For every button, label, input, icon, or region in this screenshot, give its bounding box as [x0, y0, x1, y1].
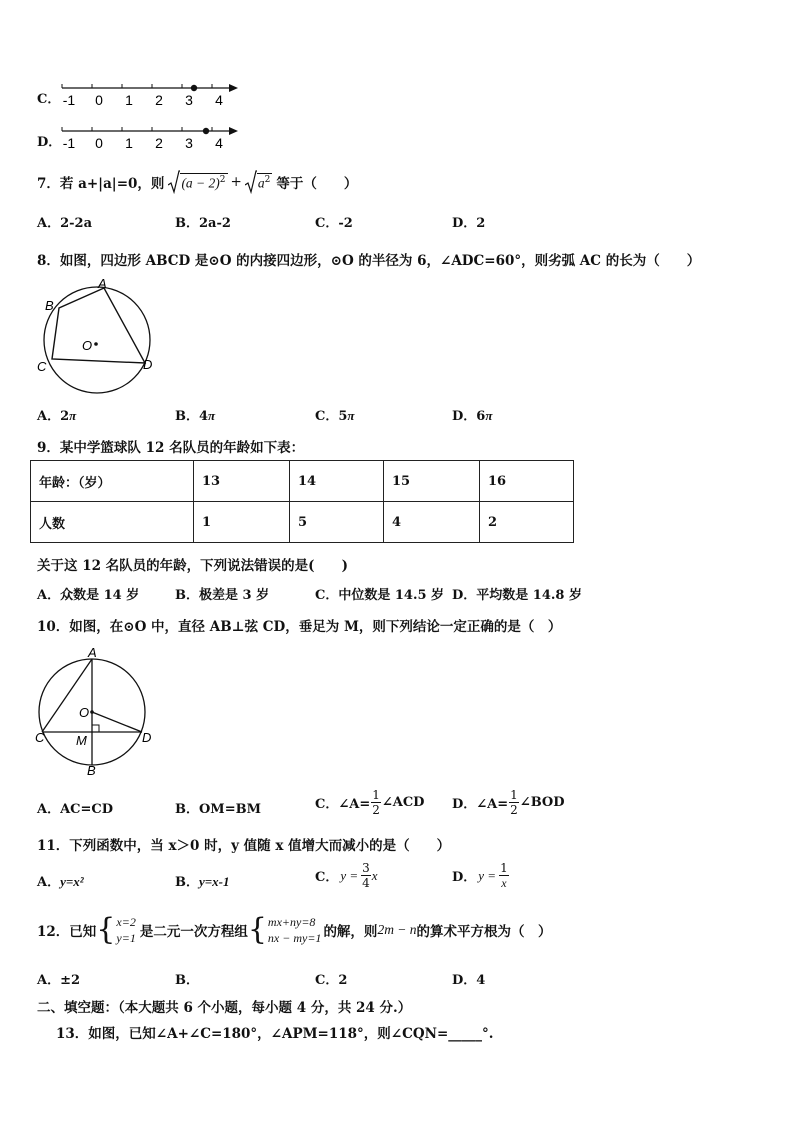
q8-label-c: C [37, 359, 47, 374]
tick-label: 0 [95, 92, 103, 108]
tick-label: -1 [62, 135, 76, 151]
q9-option-d[interactable]: D．平均数是 14.8 岁 [452, 588, 582, 603]
q10-option-b[interactable]: B．OM=BM [175, 802, 261, 817]
question-7: 7．若 a+|a|=0，则 $(a - 2)^2$ + $a^2$ 等于（ ） [37, 170, 357, 194]
q12-option-c[interactable]: C．2 [315, 973, 348, 988]
tick-label: 2 [155, 135, 163, 151]
option-c-label: C． [37, 92, 61, 107]
q9-question: 关于这 12 名队员的年龄，下列说法错误的是( ) [37, 558, 348, 574]
q10-option-a[interactable]: A．AC=CD [37, 802, 114, 817]
table-cell: 4 [384, 502, 480, 543]
tick-label: 1 [125, 92, 133, 108]
fraction: $\frac{1}{2}$ [372, 788, 380, 817]
tick-label: 3 [185, 135, 193, 151]
q9-option-c[interactable]: C．中位数是 14.5 岁 [315, 588, 445, 603]
q10-label-d: D [142, 730, 152, 745]
q7-suffix: 等于（ ） [276, 176, 358, 192]
q10-center-point [90, 710, 94, 714]
number-line-d [58, 125, 244, 153]
number-line-d-arrow [229, 127, 238, 135]
q8-option-b[interactable]: B．4π [175, 408, 216, 424]
question-12: 12．已知 { x=2 y=1 是二元一次方程组 { mx+ny=8 nx − my=1 的解，则 2m − n 的算术平方根为（ ） [37, 912, 552, 947]
q8-label-b: B [45, 298, 54, 313]
q11-option-d[interactable]: D． y = $\frac{1}{x}$ [452, 861, 508, 890]
sqrt-sign [245, 170, 257, 194]
table-cell: 年龄：（岁） [31, 461, 194, 502]
q8-option-c[interactable]: C．5π [315, 408, 355, 424]
table-row [31, 461, 574, 502]
q7-option-d[interactable]: D．2 [452, 216, 486, 231]
table-cell: 人数 [31, 502, 194, 543]
sqrt-sign [168, 170, 180, 194]
tick-label: 1 [125, 135, 133, 151]
q10-right-angle-mark [92, 725, 99, 732]
q8-label-o: O [82, 338, 93, 353]
q10-label-a: A [88, 645, 97, 660]
tick-label: -1 [62, 92, 76, 108]
q8-circle-figure [32, 276, 162, 401]
q10-option-d[interactable]: D．∠A= $\frac{1}{2}$ ∠BOD [452, 788, 565, 817]
q9-option-a[interactable]: A．众数是 14 岁 [37, 588, 140, 603]
q8-circle [44, 287, 153, 393]
q10-label-c: C [35, 730, 45, 745]
question-10: 10．如图，在⊙O 中，直径 AB⊥弦 CD，垂足为 M，则下列结论一定正确的是（ ） [37, 619, 562, 635]
table-row [31, 502, 574, 543]
q10-label-o: O [79, 705, 90, 720]
q7-option-c[interactable]: C．-2 [315, 216, 353, 231]
q10-circle-figure [32, 644, 162, 780]
age-table [30, 460, 574, 543]
q8-label-d: D [143, 357, 153, 372]
option-d-label: D． [37, 135, 62, 150]
table-cell: 1 [194, 502, 290, 543]
q7-radical-1: $(a - 2)^2$ [181, 174, 226, 191]
q12-option-a[interactable]: A．±2 [37, 973, 81, 988]
q8-label-a: A [98, 276, 107, 291]
question-8: 8．如图，四边形 ABCD 是⊙O 的内接四边形，⊙O 的半径为 6，∠ADC=60°，则劣弧 AC 的长为（ ） [37, 253, 701, 269]
fraction: $\frac{3}{4}$ [362, 861, 370, 890]
q11-option-b[interactable]: B．y=x-1 [175, 874, 230, 890]
q12-solution-system: { x=2 y=1 [96, 912, 136, 947]
question-13: 13．如图，已知∠A+∠C=180°，∠APM=118°，则∠CQN=_____°. [56, 1026, 494, 1042]
tick-label: 4 [215, 92, 223, 108]
q10-label-b: B [87, 763, 96, 778]
q10-option-c[interactable]: C．∠A= $\frac{1}{2}$ ∠ACD [315, 788, 425, 817]
number-line-d-point [203, 128, 209, 134]
q12-option-b[interactable]: B． [175, 973, 199, 988]
table-cell: 2 [480, 502, 574, 543]
q7-option-b[interactable]: B．2a-2 [175, 216, 231, 231]
fraction: $\frac{1}{2}$ [510, 788, 518, 817]
section-title: 二、填空题：（本大题共 6 个小题，每小题 4 分，共 24 分.） [37, 1000, 412, 1016]
q10-segment-ac [42, 659, 92, 732]
table-cell: 14 [290, 461, 384, 502]
tick-label: 0 [95, 135, 103, 151]
q7-prefix: 7．若 a+|a|=0，则 [37, 176, 165, 192]
number-line-c [58, 82, 244, 110]
table-cell: 15 [384, 461, 480, 502]
q12-equation-system: { mx+ny=8 nx − my=1 [247, 912, 322, 947]
number-line-c-arrow [229, 84, 238, 92]
table-cell: 5 [290, 502, 384, 543]
q10-label-m: M [76, 733, 87, 748]
table-cell: 13 [194, 461, 290, 502]
q8-center-point [94, 342, 98, 346]
question-11: 11．下列函数中，当 x＞0 时，y 值随 x 值增大而减小的是（ ） [37, 838, 451, 854]
q12-option-d[interactable]: D．4 [452, 973, 486, 988]
q11-option-a[interactable]: A．y=x² [37, 874, 84, 890]
tick-label: 4 [215, 135, 223, 151]
q8-option-d[interactable]: D．6π [452, 408, 493, 424]
q9-option-b[interactable]: B．极差是 3 岁 [175, 588, 270, 603]
q8-option-a[interactable]: A．2π [37, 408, 77, 424]
number-line-c-point [191, 85, 197, 91]
table-cell: 16 [480, 461, 574, 502]
q7-radical-2: $a^2$ [257, 174, 271, 191]
q7-option-a[interactable]: A．2-2a [37, 216, 92, 231]
question-9: 9．某中学篮球队 12 名队员的年龄如下表： [37, 440, 305, 456]
tick-label: 2 [155, 92, 163, 108]
q11-option-c[interactable]: C． y = $\frac{3}{4}$ x [315, 861, 378, 890]
tick-label: 3 [185, 92, 193, 108]
fraction: $\frac{1}{x}$ [500, 861, 508, 890]
